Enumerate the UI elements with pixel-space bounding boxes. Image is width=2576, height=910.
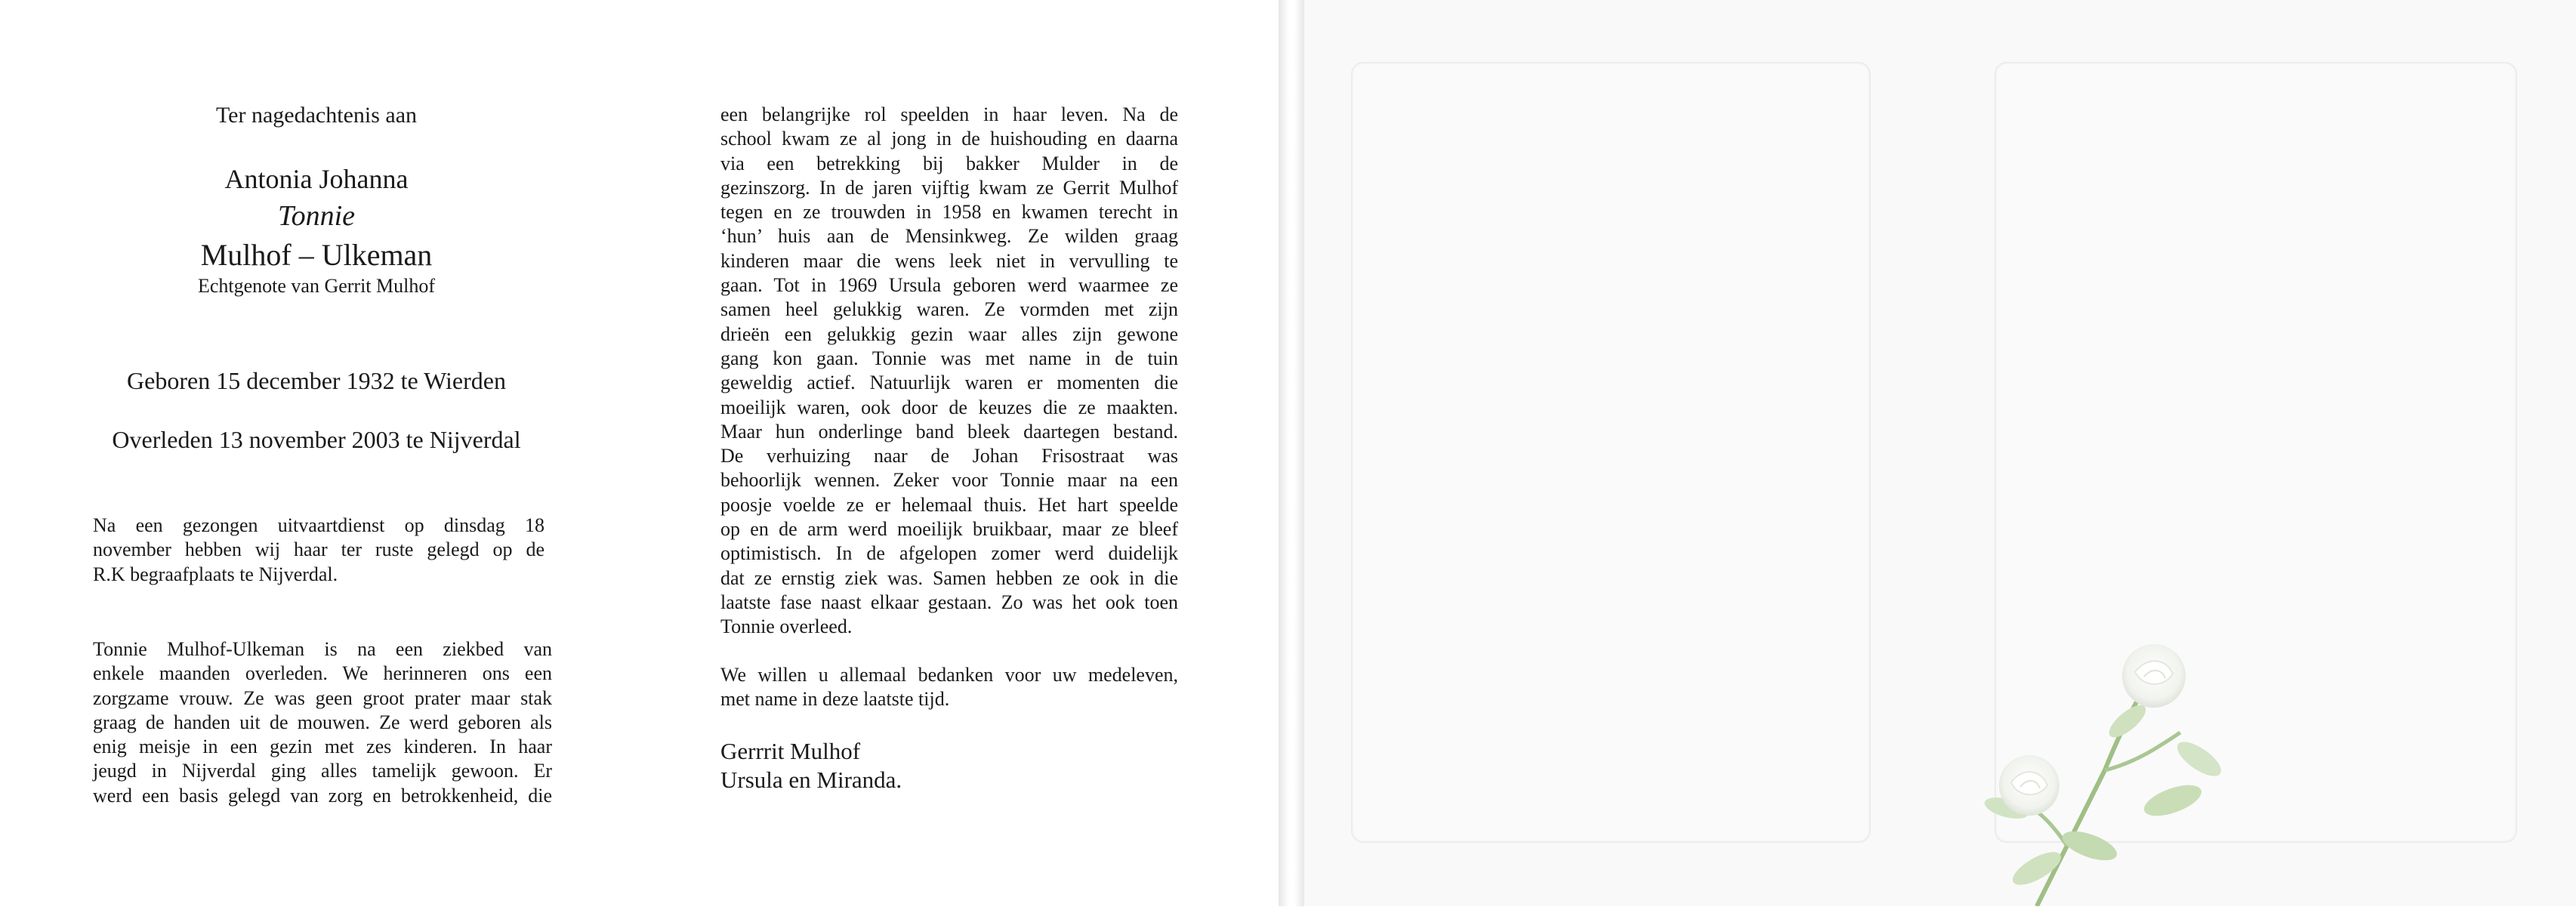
text-line: met name in deze laatste tijd. [720,688,950,711]
text-line: behoorlijk wennen. Zeker voor Tonnie maar na een [720,469,1178,492]
text-line: Na een gezongen uitvaartdienst op dinsdag 18 [93,514,545,536]
text-line: samen heel gelukkig waren. Ze vormden met zijn [720,298,1178,321]
left-card-page [0,0,1279,906]
text-line: enkele maanden overleden. We herinneren ons een [93,662,552,685]
text-line: R.K begraafplaats te Nijverdal. [93,563,338,585]
text-line: zorgzame vrouw. Ze was geen groot prater maar stak [93,686,552,709]
life-paragraph-left [93,637,552,808]
text-line: drieën een gelukkig gezin waar alles zijn gewone [720,322,1178,345]
text-line: geweldig actief. Natuurlijk waren er momenten die [720,372,1178,394]
text-line: optimistisch. In de afgelopen zomer werd duidelijk [720,542,1178,565]
text-line: op en de arm werd moeilijk bruikbaar, maar ze bleef [720,518,1178,541]
text-line: laatste fase naast elkaar gestaan. Zo was het ook toen [720,591,1178,613]
text-line: school kwam ze al jong in de huishouding en daarna [720,128,1178,150]
text-line: kinderen maar die wens leek niet in vervulling te [720,249,1178,272]
left-photo-frame [1351,62,1871,843]
deceased-surname: Mulhof – Ulkeman [200,238,433,272]
text-line: Tonnie Mulhof-Ulkeman is na een ziekbed van [93,638,552,660]
signature-family-line: Ursula en Miranda. [720,767,902,793]
thanks-paragraph [720,663,1178,712]
signature-name-line: Gerrrit Mulhof [720,738,861,764]
text-line: enig meisje in een gezin met zes kinderen. In haar [93,736,552,758]
text-line: De verhuizing naar de Johan Frisostraat was [720,445,1178,467]
right-card-page [1304,0,2576,906]
card-fold-gap [1279,0,1304,906]
death-line: Overleden 13 november 2003 te Nijverdal [112,426,521,453]
text-line: ‘hun’ huis aan de Mensinkweg. Ze wilden graag [720,225,1178,248]
text-line: Tonnie overleed. [720,615,853,638]
life-paragraph-right [720,103,1178,640]
text-line: dat ze ernstig ziek was. Samen hebben ze ook in die [720,566,1178,589]
text-line: gang kon gaan. Tonnie was met name in de tuin [720,347,1178,369]
in-memory-heading: Ter nagedachtenis aan [215,103,418,128]
text-line: gaan. Tot in 1969 Ursula geboren werd waarmee ze [720,274,1178,297]
text-line: tegen en ze trouwden in 1958 en kwamen terecht in [720,201,1178,224]
text-line: november hebben wij haar ter ruste gelegd op de [93,538,545,561]
text-line: poosje voelde ze er helemaal thuis. Het hart speelde [720,493,1178,516]
white-rose-illustration [1946,619,2263,906]
text-line: Maar hun onderlinge band bleek daartegen bestand. [720,420,1178,443]
signature-block [720,737,902,794]
text-line: moeilijk waren, ook door de keuzes die ze maakten. [720,396,1178,418]
text-line: werd een basis gelegd van zorg en betrokkenheid, die [93,784,552,807]
text-line: gezinszorg. In de jaren vijftig kwam ze Gerrit Mulhof [720,176,1178,199]
spouse-line: Echtgenote van Gerrit Mulhof [197,275,436,297]
text-line: jeugd in Nijverdal ging alles tamelijk gewoon. Er [93,760,552,782]
text-line: via een betrekking bij bakker Mulder in de [720,152,1178,174]
text-line: een belangrijke rol speelden in haar leven. Na de [720,103,1178,125]
rose-icon [1946,619,2263,906]
text-line: We willen u allemaal bedanken voor uw medeleven, [720,664,1178,686]
birth-line: Geboren 15 december 1932 te Wierden [127,367,506,394]
funeral-paragraph [93,514,545,587]
deceased-nickname: Tonnie [277,200,356,232]
text-line: graag de handen uit de mouwen. Ze werd geboren als [93,711,552,733]
deceased-first-names: Antonia Johanna [224,164,409,194]
